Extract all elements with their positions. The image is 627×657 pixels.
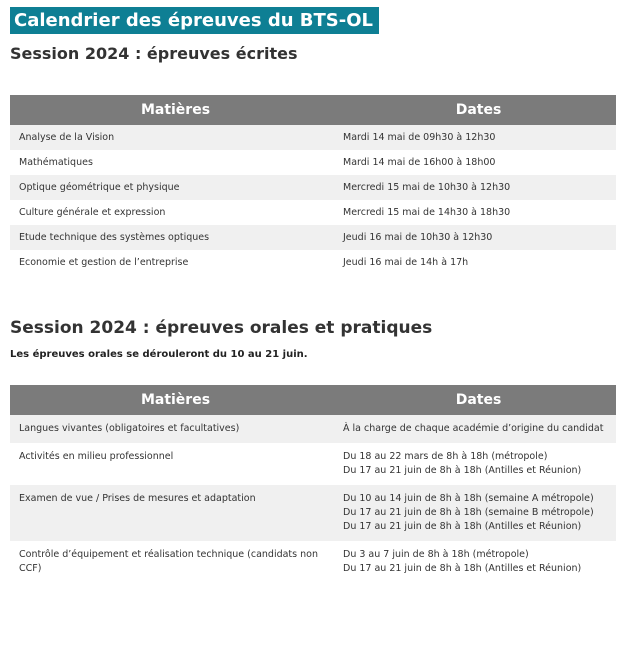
oral-exams-table	[10, 385, 616, 583]
table-header-row	[10, 95, 616, 125]
subject-cell: Analyse de la Vision	[10, 125, 341, 150]
table-header-row	[10, 385, 616, 415]
dates-cell	[341, 541, 616, 583]
oral-exams-intro: Les épreuves orales se dérouleront du 10 au 21 juin.	[10, 349, 308, 360]
column-header-subject: Matières	[10, 95, 341, 125]
date-cell: Jeudi 16 mai de 14h à 17h	[341, 250, 616, 275]
date-line: Du 17 au 21 juin de 8h à 18h (Antilles et Réunion)	[343, 563, 582, 574]
table-row	[10, 225, 616, 250]
table-row	[10, 200, 616, 225]
dates-cell	[341, 443, 616, 485]
subject-cell: Optique géométrique et physique	[10, 175, 341, 200]
table-row	[10, 443, 616, 485]
subject-cell: Etude technique des systèmes optiques	[10, 225, 341, 250]
date-cell: Mardi 14 mai de 16h00 à 18h00	[341, 150, 616, 175]
date-cell: Jeudi 16 mai de 10h30 à 12h30	[341, 225, 616, 250]
date-line: À la charge de chaque académie d’origine du candidat	[343, 423, 604, 434]
subject-cell: Langues vivantes (obligatoires et facultatives)	[10, 415, 341, 443]
table-row	[10, 150, 616, 175]
table-row	[10, 541, 616, 583]
subject-cell: Examen de vue / Prises de mesures et adaptation	[10, 485, 341, 541]
dates-cell	[341, 415, 616, 443]
date-line: Du 17 au 21 juin de 8h à 18h (semaine B métropole)	[343, 507, 594, 518]
written-exams-title: Session 2024 : épreuves écrites	[10, 44, 298, 63]
date-cell: Mercredi 15 mai de 10h30 à 12h30	[341, 175, 616, 200]
date-line: Du 10 au 14 juin de 8h à 18h (semaine A métropole)	[343, 493, 594, 504]
subject-cell: Contrôle d’équipement et réalisation technique (candidats non CCF)	[10, 541, 341, 583]
page-title: Calendrier des épreuves du BTS-OL	[10, 7, 379, 34]
date-line: Du 3 au 7 juin de 8h à 18h (métropole)	[343, 549, 529, 560]
written-exams-table	[10, 95, 616, 275]
date-cell: Mardi 14 mai de 09h30 à 12h30	[341, 125, 616, 150]
subject-cell: Culture générale et expression	[10, 200, 341, 225]
oral-exams-title: Session 2024 : épreuves orales et pratiques	[10, 318, 433, 338]
date-line: Du 17 au 21 juin de 8h à 18h (Antilles et Réunion)	[343, 465, 582, 476]
subject-cell: Activités en milieu professionnel	[10, 443, 341, 485]
column-header-dates: Dates	[341, 385, 616, 415]
table-row	[10, 485, 616, 541]
column-header-subject: Matières	[10, 385, 341, 415]
subject-cell: Economie et gestion de l’entreprise	[10, 250, 341, 275]
column-header-dates: Dates	[341, 95, 616, 125]
table-row	[10, 125, 616, 150]
date-line: Du 18 au 22 mars de 8h à 18h (métropole)	[343, 451, 548, 462]
table-row	[10, 175, 616, 200]
table-row	[10, 415, 616, 443]
date-cell: Mercredi 15 mai de 14h30 à 18h30	[341, 200, 616, 225]
dates-cell	[341, 485, 616, 541]
date-line: Du 17 au 21 juin de 8h à 18h (Antilles et Réunion)	[343, 521, 582, 532]
subject-cell: Mathématiques	[10, 150, 341, 175]
table-row	[10, 250, 616, 275]
